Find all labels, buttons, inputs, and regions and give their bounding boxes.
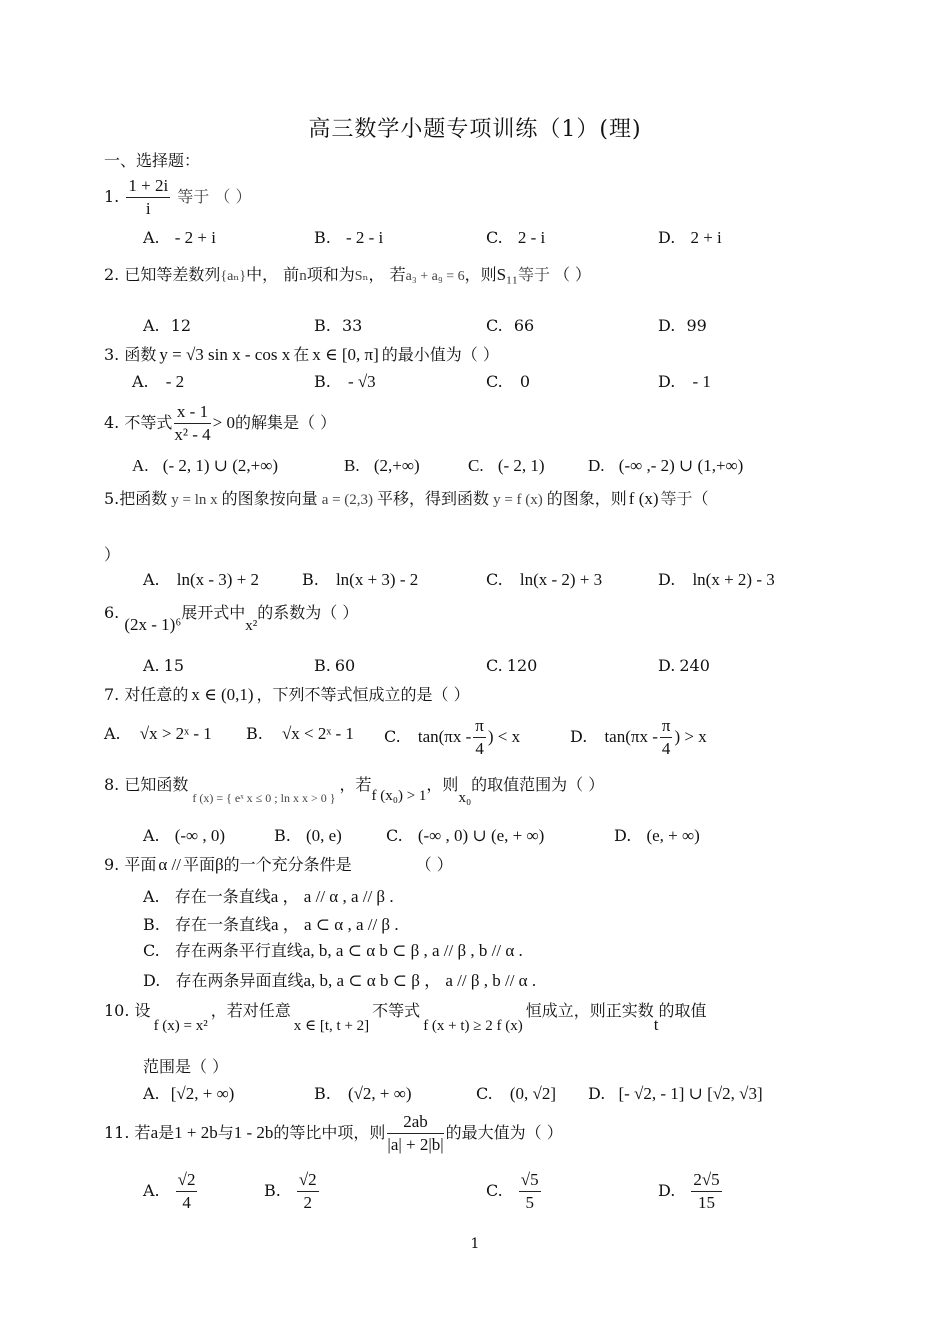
- fraction: $\frac{√2}{4}$: [177, 1170, 196, 1212]
- option-a: A. (-∞ , 0): [143, 826, 226, 845]
- option-b: B. - 2 - i: [314, 228, 384, 247]
- option-b: B. ln(x + 3) - 2: [302, 570, 419, 589]
- option-d: D. [- √2, - 1] ∪ [√2, √3]: [588, 1084, 763, 1103]
- question-5: 5.把函数 y = ln x 的图象按向量 a = (2,3) 平移，得到函数 y = f (x) 的图象，则 f (x) 等于（: [104, 489, 709, 508]
- page-number: 1: [470, 1236, 480, 1252]
- option-c: C. 2 - i: [486, 228, 546, 247]
- option-c: C. $\frac{√5}{5}$: [486, 1170, 539, 1212]
- option-c: C. 120: [486, 656, 538, 675]
- option-c: C. (- 2, 1): [468, 456, 545, 475]
- paren-close: ）: [104, 545, 121, 564]
- question-2: 2. 已知等差数列{aₙ}中， 前n项和为Sₙ， 若a₃ + a₉ = 6，则S₁₁等于 （ ）: [104, 265, 592, 284]
- option-a: A. [√2, + ∞): [143, 1084, 235, 1103]
- option-b: B. - √3: [314, 372, 376, 391]
- fraction: $\frac{2√5}{15}$: [693, 1170, 720, 1212]
- option-a: A. - 2 + i: [143, 228, 216, 247]
- option-b: B. 33: [314, 316, 363, 335]
- fraction-denominator: i: [145, 199, 151, 218]
- question-7: 7. 对任意的 x ∈ (0,1) ，下列不等式恒成立的是（ ）: [104, 685, 470, 704]
- fraction: [126, 176, 170, 219]
- question-number: 1.: [104, 187, 120, 206]
- option-a: A. (- 2, 1) ∪ (2,+∞): [132, 456, 279, 475]
- option-a: A. √x > 2ˣ - 1: [104, 724, 212, 743]
- fraction-numerator: 1 + 2i: [126, 176, 170, 198]
- fraction: $\frac{√5}{5}$: [520, 1170, 539, 1212]
- option-d: D. 存在两条异面直线a, b, a ⊂ α b ⊂ β ， a // β , b // α .: [143, 971, 537, 990]
- fraction: $\frac{2ab}{|a| + 2|b|}$: [387, 1112, 444, 1154]
- option-d: D. $\frac{2√5}{15}$: [658, 1170, 720, 1212]
- question-4: 4. 不等式 $\frac{x - 1}{\text{x² - 4}}$ > 0的解集是（ ）: [104, 402, 337, 444]
- option-b: B. (√2, + ∞): [314, 1084, 412, 1103]
- question-8: 8. 已知函数$_{f (x) = \{ eˣ x \le 0 ; ln x x > 0 \}}$，若f (x₀) > 1，则x₀的取值范围为（ ）: [104, 775, 605, 806]
- question-stem: 等于 （ ）: [177, 187, 252, 206]
- fraction: $\frac{√2}{2}$: [298, 1170, 317, 1212]
- option-d: D. 240: [658, 656, 710, 675]
- option-b: B. 60: [314, 656, 356, 675]
- question-10: 10. 设f (x) = x²，若对任意x ∈ [t, t + 2]不等式f (x + t) ≥ 2 f (x)恒成立，则正实数t的取值: [104, 1001, 707, 1034]
- option-d: D. tan(πx - $\frac{\pi}{4}$ ) > x: [570, 716, 707, 758]
- fraction: $\frac{\pi}{4}$: [475, 716, 484, 758]
- option-b: B. (0, e): [274, 826, 342, 845]
- option-b: B. (2,+∞): [344, 456, 420, 475]
- option-a: A. $\frac{√2}{4}$: [143, 1170, 196, 1212]
- section-heading: 一、选择题：: [104, 151, 201, 170]
- option-d: D. - 1: [658, 372, 711, 391]
- option-a: A. 15: [143, 656, 184, 675]
- question-3: 3. 函数 y = √3 sin x - cos x 在 x ∈ [0, π] 的最小值为（ ）: [104, 345, 499, 364]
- option-c: C. 0: [486, 372, 531, 391]
- question-9: 9. 平面 α // 平面β的一个充分条件是 （ ）: [104, 855, 453, 874]
- option-d: D. 2 + i: [658, 228, 722, 247]
- question-1: [104, 176, 251, 219]
- option-a: A. ln(x - 3) + 2: [143, 570, 260, 589]
- fraction: $\frac{x - 1}{\text{x² - 4}}$: [174, 402, 211, 444]
- option-d: D. ln(x + 2) - 3: [658, 570, 775, 589]
- option-b: B. 存在一条直线a ， a ⊂ α , a // β .: [143, 915, 399, 934]
- option-a: A. 存在一条直线a ， a // α , a // β .: [143, 887, 394, 906]
- option-d: D. (e, + ∞): [614, 826, 700, 845]
- page-title: 高三数学小题专项训练（1）(理): [308, 117, 642, 142]
- option-b: B. $\frac{√2}{2}$: [264, 1170, 317, 1212]
- option-c: C. 存在两条平行直线a, b, a ⊂ α b ⊂ β , a // β , b // α .: [143, 941, 523, 960]
- option-c: C. ln(x - 2) + 3: [486, 570, 603, 589]
- option-d: D. 99: [658, 316, 707, 335]
- option-c: C. 66: [486, 316, 535, 335]
- option-b: B. √x < 2ˣ - 1: [246, 724, 354, 743]
- option-d: D. (-∞ ,- 2) ∪ (1,+∞): [588, 456, 744, 475]
- option-c: C. (-∞ , 0) ∪ (e, + ∞): [386, 826, 545, 845]
- option-a: A. - 2: [132, 372, 185, 391]
- question-11: 11. 若a是1 + 2b与1 - 2b的等比中项，则 $\frac{2ab}{|a| + 2|b|}$ 的最大值为（ ）: [104, 1112, 563, 1154]
- fraction: $\frac{\pi}{4}$: [661, 716, 671, 758]
- question-6: 6. (2x - 1)⁶展开式中x²的系数为（ ）: [104, 603, 359, 634]
- option-c: C. tan(πx - $\frac{\pi}{4}$ ) < x: [384, 716, 521, 758]
- option-c: C. (0, √2]: [476, 1084, 557, 1103]
- question-10-continuation: 范围是（ ）: [143, 1057, 229, 1076]
- option-a: A. 12: [143, 316, 192, 335]
